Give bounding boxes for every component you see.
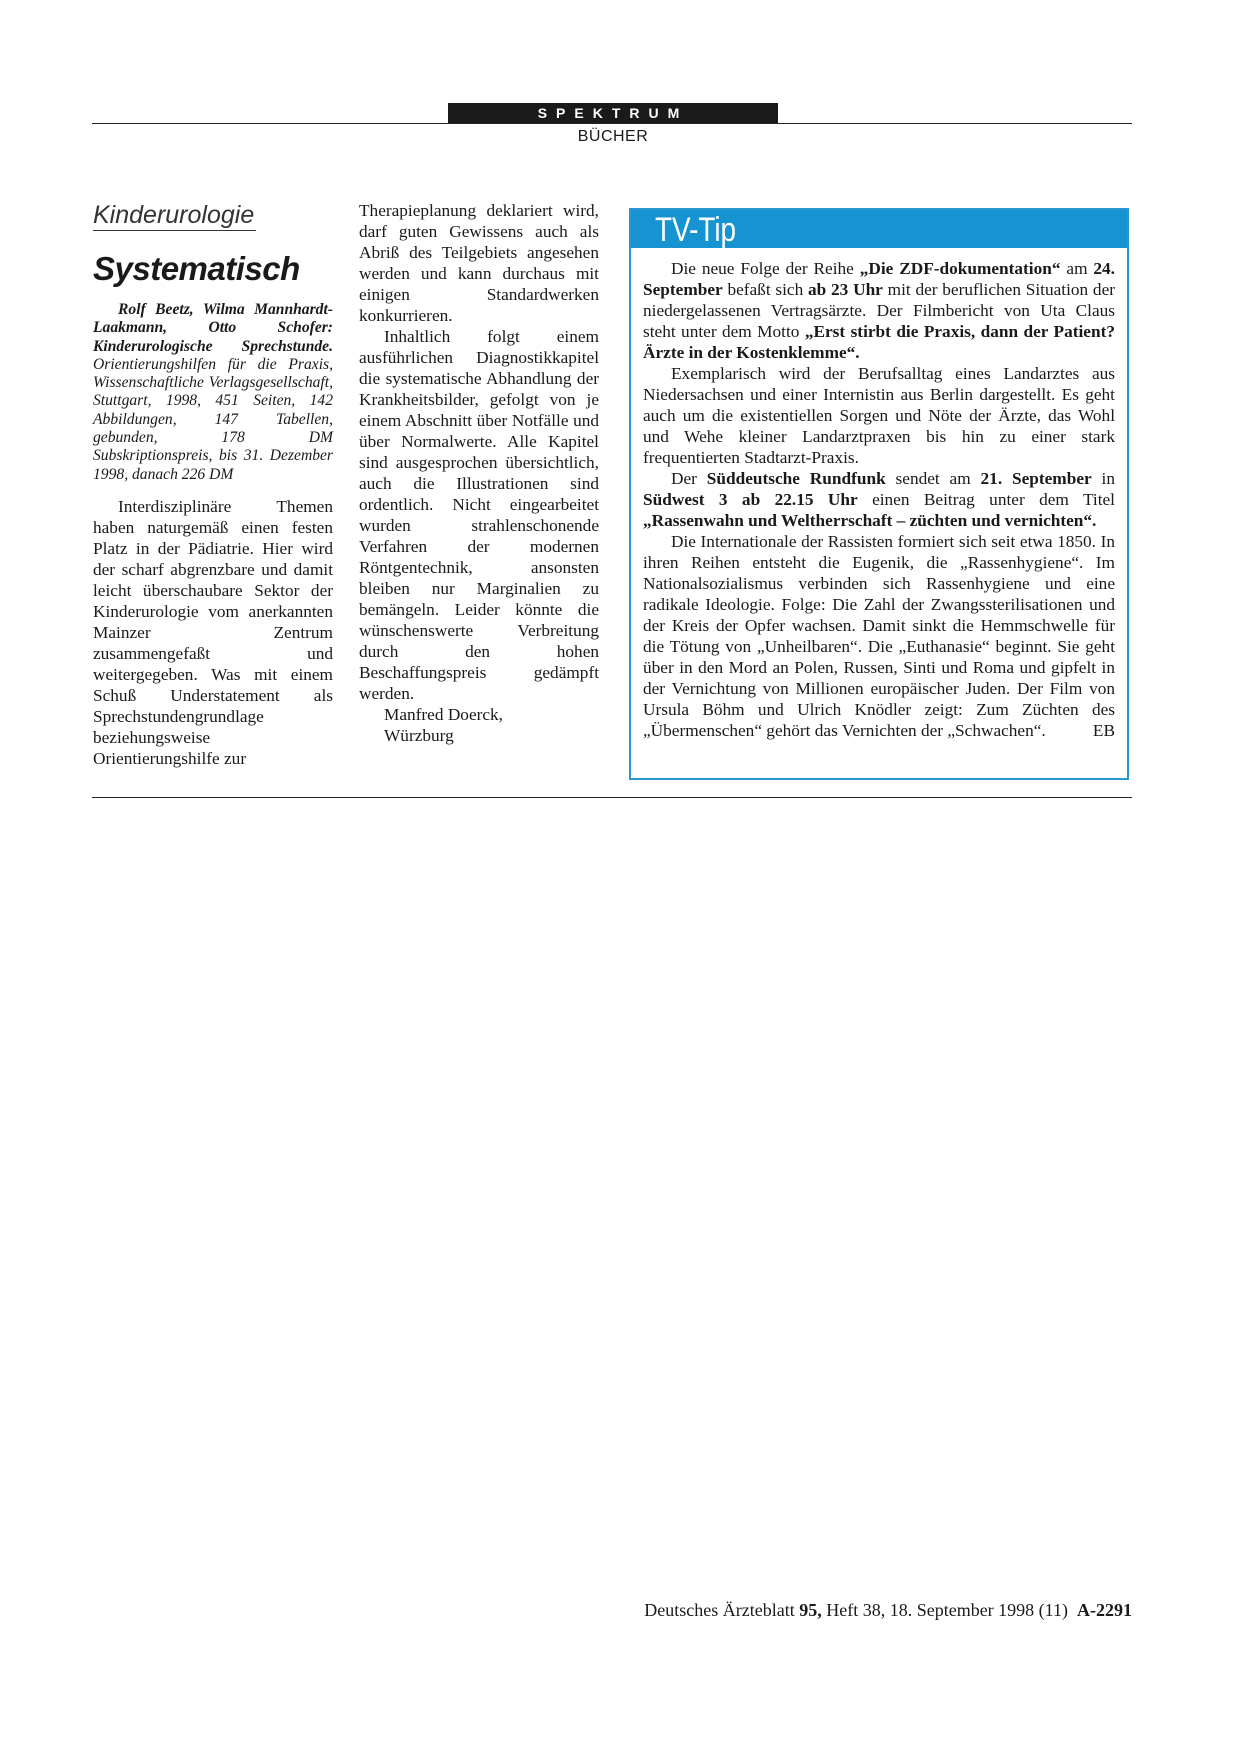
- header-rule: [92, 123, 1132, 124]
- tv-tip-box: [629, 208, 1129, 780]
- footer-page-number: A-2291: [1077, 1600, 1132, 1620]
- tv-tip-paragraph: Die Internationale der Rassisten formiert sich seit etwa 1850. In ihren Reihen entsteht die Eugenik, die „Rassenhygiene“. Im Nationalsozialismus verbinden sich Rassenhygiene und eine radikale Ideologie. Folge: Die Zahl der Zwangssterilisationen und der Kreis der Opfer wachsen. Damit sinkt die Hemmschwelle für die Tötung von „Unheilbaren“. Die „Euthanasie“ beginnt. Sie geht über in den Mord an Polen, Russen, Sinti und Roma und gipfelt in der Vernichtung von Millionen europäischer Juden. Der Film von Ursula Böhm und Ulrich Knödler zeigt: Zum Züchten des „Übermenschen“ gehört das Vernichten der „Schwachen“. EB: [643, 532, 1115, 740]
- review-signature-name: Manfred Doerck,: [384, 705, 503, 724]
- tv-tip-author: EB: [1092, 721, 1115, 740]
- footer-volume: 95,: [799, 1600, 822, 1620]
- book-details: Orientierungshilfen für die Praxis, Wissenschaftliche Verlagsgesellschaft, Stuttgart, 1998, 451 Seiten, 142 Abbildungen, 147 Tabellen, gebunden, 178 DM Subskriptionspreis, bis 31. Dezember 1998, danach 226 DM: [93, 355, 333, 483]
- review-column-1: [93, 200, 333, 769]
- tv-tip-paragraph: Exemplarisch wird der Berufsalltag eines Landarztes aus Niedersachsen und einer Internistin aus Berlin dargestellt. Es geht auch um die existentiellen Sorgen und Nöte der Ärzte, das Wohl und Wehe kleiner Landarztpraxen bis hin zu einer stark frequentierten Stadtarzt-Praxis.: [643, 364, 1115, 467]
- review-kicker: Kinderurologie: [93, 201, 255, 229]
- review-paragraph: Therapieplanung deklariert wird, darf guten Gewissens auch als Abriß des Teilgebiets angesehen werden und kann durchaus mit einigen Standardwerken konkurrieren.: [359, 201, 599, 325]
- book-authors-title: Rolf Beetz, Wilma Mannhardt-Laakmann, Otto Schofer: Kinderurologische Sprechstunde.: [93, 301, 333, 355]
- page-footer: [644, 1600, 1132, 1621]
- review-signature-city: Würzburg: [384, 726, 454, 745]
- tv-tip-text: [643, 258, 1115, 741]
- tv-tip-title: TV-Tip: [655, 211, 737, 249]
- footer-issue: Heft 38, 18. September 1998 (11): [826, 1600, 1068, 1620]
- review-paragraph: Inhaltlich folgt einem ausführlichen Diagnostikkapitel die systematische Abhandlung der Krankheitsbilder, gefolgt von je einem Abschnitt über Notfälle und über Normalwerte. Alle Kapitel sind ausgesprochen übersichtlich, auch die Illustrationen sind ordentlich. Nicht eingearbeitet wurden strahlenschonende Verfahren der modernen Röntgentechnik, ansonsten bleiben nur Marginalien zu bemängeln. Leider könnte die wünschenswerte Verbreitung durch den hohen Beschaffungspreis gedämpft werden.: [359, 327, 599, 703]
- bottom-rule: [92, 797, 1132, 798]
- footer-journal: Deutsches Ärzteblatt: [644, 1600, 795, 1620]
- section-banner: SPEKTRUM: [448, 103, 778, 123]
- review-paragraph: Interdisziplinäre Themen haben naturgemäß einen festen Platz in der Pädiatrie. Hier wird der scharf abgrenzbare und damit leicht überschaubare Sektor der Kinderurologie vom anerkannten Mainzer Zentrum zusammengefaßt und weitergegeben. Was mit einem Schuß Understatement als Sprechstundengrundlage beziehungsweise Orientierungshilfe zur: [93, 496, 333, 768]
- subsection-label: BÜCHER: [577, 128, 649, 145]
- review-headline: Systematisch: [93, 250, 300, 287]
- tv-tip-title-bar: [631, 210, 1127, 248]
- tv-tip-paragraph: Die neue Folge der Reihe „Die ZDF-dokumentation“ am 24. September befaßt sich ab 23 Uhr mit der beruflichen Situation der niedergelassenen Vertragsärzte. Der Filmbericht von Uta Claus steht unter dem Motto „Erst stirbt die Praxis, dann der Patient? Ärzte in der Kostenklemme“.: [643, 259, 1115, 362]
- book-info: [93, 301, 333, 484]
- tv-tip-paragraph: Der Süddeutsche Rundfunk sendet am 21. September in Südwest 3 ab 22.15 Uhr einen Beitrag unter dem Titel „Rassenwahn und Weltherrschaft – züchten und vernichten“.: [643, 469, 1115, 530]
- review-column-2: [359, 200, 599, 746]
